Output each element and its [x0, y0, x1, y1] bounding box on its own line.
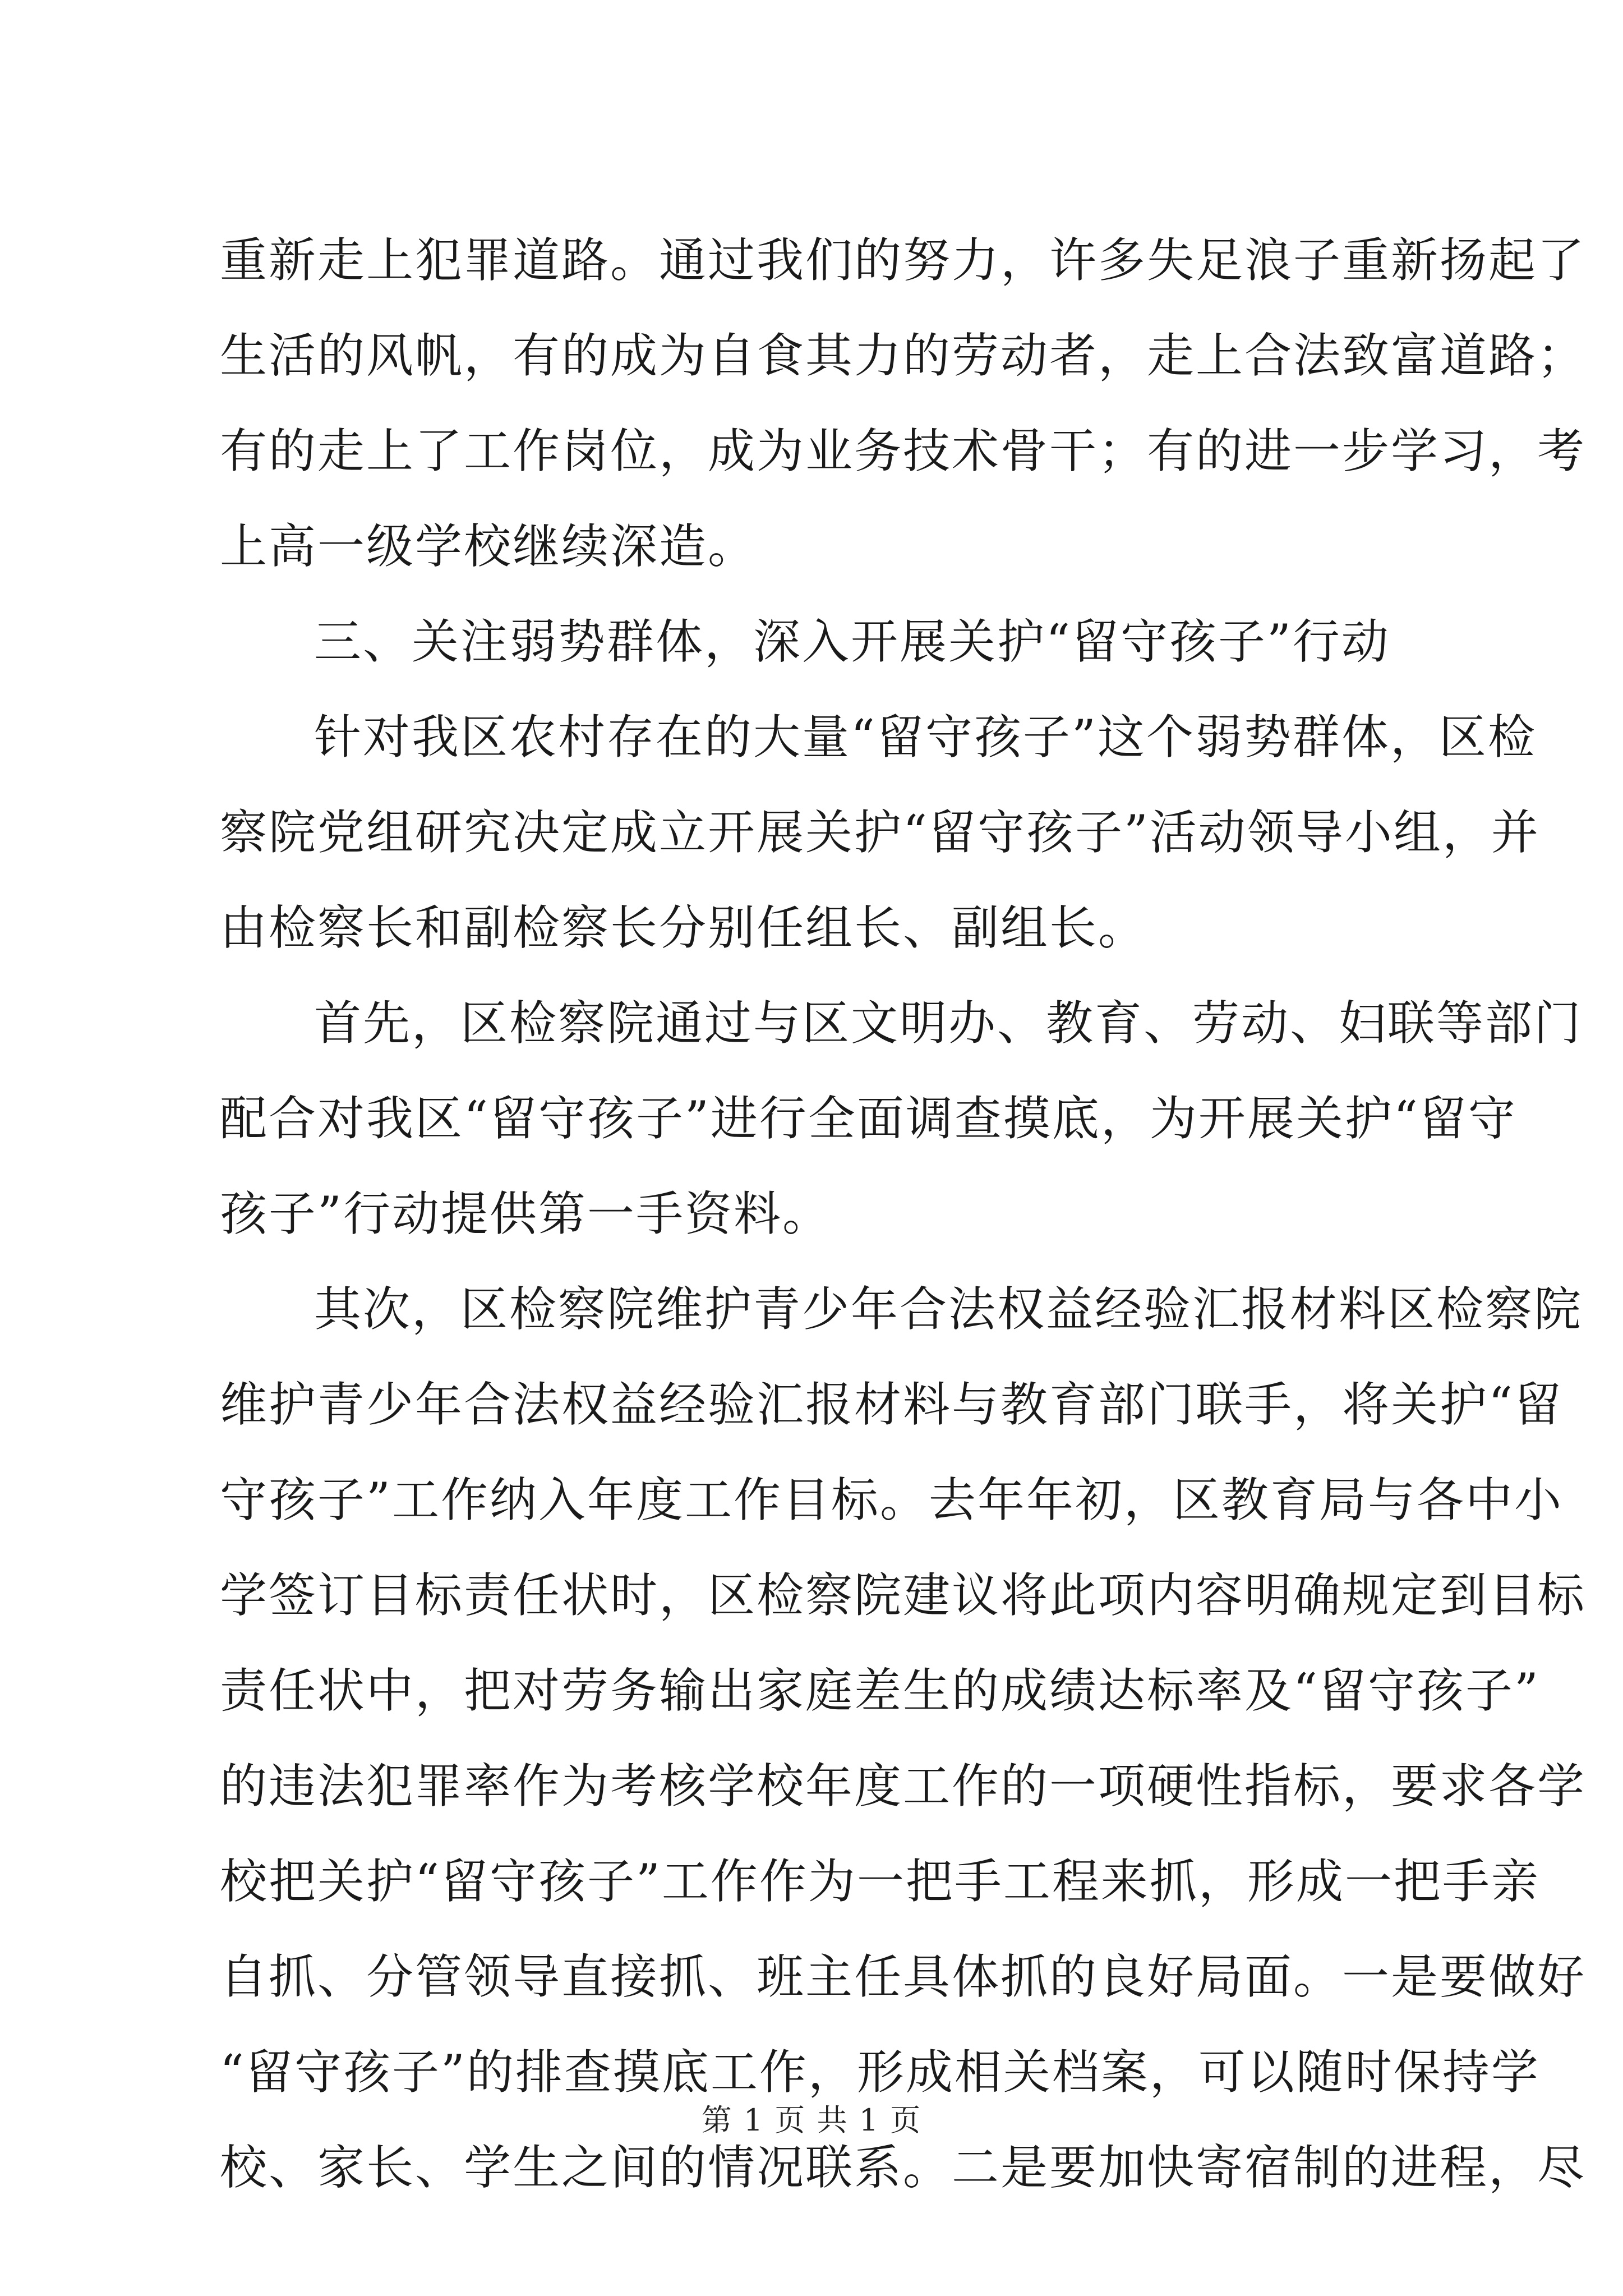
section-heading: 三、关注弱势群体，深入开展关护“留守孩子”行动 — [314, 614, 1390, 669]
text-line-17: 的违法犯罪率作为考核学校年度工作的一项硬性指标，要求各学 — [220, 1759, 1587, 1814]
text-line-6: 针对我区农村存在的大量“留守孩子”这个弱势群体，区检 — [314, 710, 1537, 765]
text-line-13: 维护青少年合法权益经验汇报材料与教育部门联手，将关护“留 — [220, 1377, 1563, 1432]
text-line-9: 首先，区检察院通过与区文明办、教育、劳动、妇联等部门 — [314, 996, 1583, 1051]
text-line-19: 自抓、分管领导直接抓、班主任具体抓的良好局面。一是要做好 — [220, 1949, 1587, 2004]
page-number-footer: 第 1 页 共 1 页 — [701, 2102, 922, 2138]
text-line-21: 校、家长、学生之间的情况联系。二是要加快寄宿制的进程，尽 — [220, 2140, 1587, 2195]
text-line-3: 有的走上了工作岗位，成为业务技术骨干；有的进一步学习，考 — [220, 424, 1587, 478]
document-body — [220, 213, 1587, 2215]
text-line-10: 配合对我区“留守孩子”进行全面调查摸底，为开展关护“留守 — [220, 1091, 1517, 1146]
text-line-11: 孩子”行动提供第一手资料。 — [220, 1186, 831, 1241]
text-line-7: 察院党组研究决定成立开展关护“留守孩子”活动领导小组，并 — [220, 805, 1540, 860]
text-line-14: 守孩子”工作纳入年度工作目标。去年年初，区教育局与各中小 — [220, 1473, 1563, 1527]
text-line-16: 责任状中，把对劳务输出家庭差生的成绩达标率及“留守孩子” — [220, 1663, 1540, 1718]
text-line-12: 其次，区检察院维护青少年合法权益经验汇报材料区检察院 — [314, 1282, 1583, 1337]
text-line-18: 校把关护“留守孩子”工作作为一把手工程来抓，形成一把手亲 — [220, 1854, 1540, 1909]
text-line-20: “留守孩子”的排查摸底工作，形成相关档案，可以随时保持学 — [220, 2045, 1540, 2100]
text-line-2: 生活的风帆，有的成为自食其力的劳动者，走上合法致富道路； — [220, 328, 1587, 383]
text-line-15: 学签订目标责任状时，区检察院建议将此项内容明确规定到目标 — [220, 1568, 1587, 1623]
text-line-1: 重新走上犯罪道路。通过我们的努力，许多失足浪子重新扬起了 — [220, 233, 1587, 288]
text-line-4: 上高一级学校继续深造。 — [220, 519, 757, 574]
text-line-8: 由检察长和副检察长分别任组长、副组长。 — [220, 900, 1147, 955]
